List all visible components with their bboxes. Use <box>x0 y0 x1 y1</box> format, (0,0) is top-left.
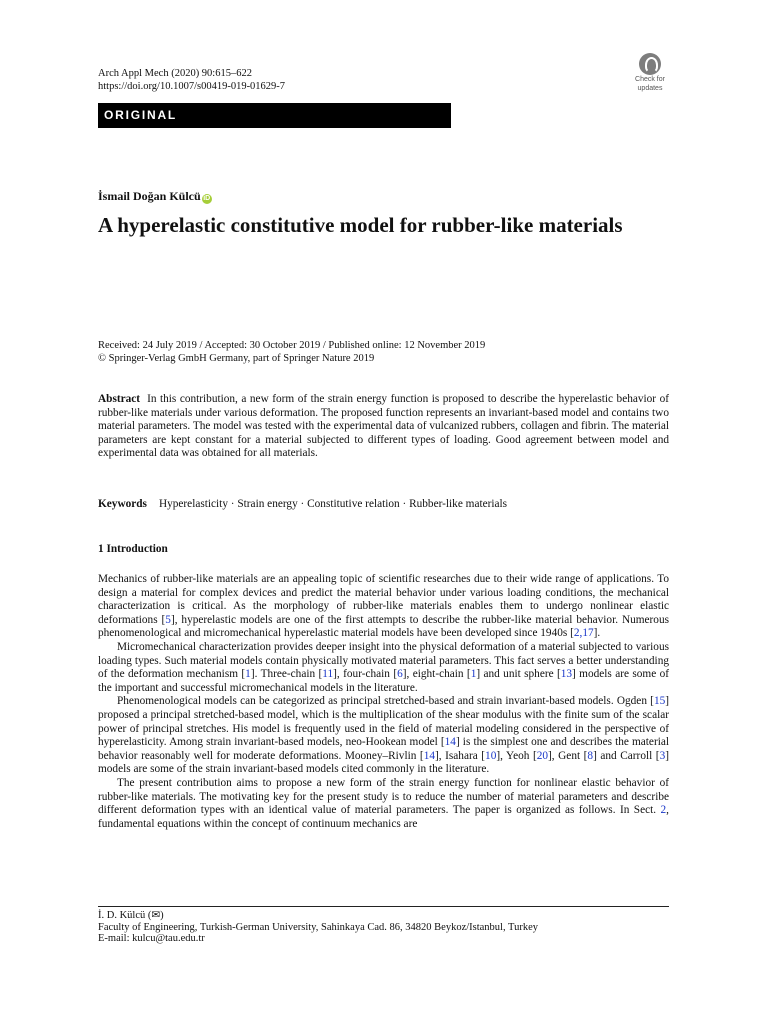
keywords-text: Hyperelasticity · Strain energy · Constitutive relation · Rubber-like materials <box>158 498 508 510</box>
paragraph-text: ]. Three-chain [ <box>250 668 323 681</box>
citation-link[interactable]: 14 <box>423 749 435 762</box>
badge-label-2: updates <box>637 85 663 92</box>
paragraph-text: ], eight-chain [ <box>402 668 471 681</box>
citation-link[interactable]: 13 <box>560 668 573 681</box>
paragraph-text: ] models are some of the important and successful micromechanical models in the literature. <box>98 668 669 694</box>
paragraph <box>98 573 669 641</box>
citation-link[interactable]: 14 <box>444 736 456 749</box>
publication-dates: Received: 24 July 2019 / Accepted: 30 October 2019 / Published online: 12 November 2019 <box>98 340 486 351</box>
check-for-updates-badge[interactable] <box>630 53 670 93</box>
footnote-divider <box>98 906 669 907</box>
paragraph-text: ], Isahara [ <box>434 749 486 762</box>
paper-title: A hyperelastic constitutive model for rubber-like materials <box>98 213 623 237</box>
article-type-banner <box>98 103 451 128</box>
paragraph-text: , fundamental equations within the concept of continuum mechanics are <box>98 804 669 830</box>
citation-link[interactable]: 8 <box>587 749 594 762</box>
citation-link[interactable]: 2,17 <box>573 627 594 640</box>
affiliation: Faculty of Engineering, Turkish-German University, Sahinkaya Cad. 86, 34820 Beykoz/Istanbul, Turkey <box>98 921 538 933</box>
paragraph-text: Micromechanical characterization provides deeper insight into the physical deformation of a material subjected to various loading types. Such material models contain physically motivated material parameters. This fact serves a better understanding of the deformation mechanism [ <box>98 640 669 681</box>
citation-link[interactable]: 1 <box>470 668 477 681</box>
author-footnote <box>98 910 538 945</box>
paragraph-text: Phenomenological models can be categorized as principal stretched-based and strain invariant-based models. Ogden [ <box>117 695 654 708</box>
keywords-label: Keywords <box>98 498 147 510</box>
paragraph <box>98 777 669 831</box>
paragraph <box>98 695 669 777</box>
citation-link[interactable]: 1 <box>245 668 251 681</box>
paragraph-text: ] and Carroll [ <box>593 749 660 762</box>
paragraph <box>98 641 669 695</box>
journal-header <box>98 67 285 93</box>
citation-link[interactable]: 2 <box>660 804 667 817</box>
section-heading: 1 Introduction <box>98 543 168 555</box>
citation-link[interactable]: 11 <box>322 668 334 681</box>
paragraph-text: ], four-chain [ <box>333 668 398 681</box>
keywords <box>98 498 507 510</box>
journal-citation: Arch Appl Mech (2020) 90:615–622 <box>98 68 252 79</box>
paragraph-text: ], Yeoh [ <box>496 749 537 762</box>
badge-label-1: Check for <box>635 76 665 83</box>
check-for-updates-icon <box>639 53 661 75</box>
correspondence-author: İ. D. Külcü (✉) <box>98 910 164 921</box>
abstract <box>98 393 669 461</box>
orcid-icon[interactable]: iD <box>203 195 211 202</box>
paragraph-text: ] proposed a principal stretched-based model, which is the multiplication of the shear modulus with the finite sum of the scalar power of principal stretches. His model is frequently used in the field of material modeling considered in the perspective of hyperelasticity. Among strain invariant-based models, neo-Hookean model [ <box>98 695 669 749</box>
citation-link[interactable]: 3 <box>659 749 666 762</box>
doi-link[interactable]: https://doi.org/10.1007/s00419-019-01629-7 <box>98 81 286 92</box>
paragraph-text: ] is the simplest one and describes the material behavior reasonably well for moderate deformations. Mooney–Rivlin [ <box>98 736 669 762</box>
author-name: İsmail Doğan Külcü <box>98 189 201 203</box>
paragraph-text: The present contribution aims to propose a new form of the strain energy function for nonlinear elastic behavior of rubber-like materials. The motivating key for the present study is to reduce the number of material parameters and describe different deformation types with an identical value of material parameters. The paper is organized as follows. In Sect. <box>98 776 669 817</box>
abstract-label: Abstract <box>98 393 141 405</box>
citation-link[interactable]: 6 <box>397 668 403 681</box>
citation-link[interactable]: 20 <box>536 749 549 762</box>
citation-link[interactable]: 15 <box>653 695 666 708</box>
body-text <box>98 573 669 831</box>
email[interactable]: E-mail: kulcu@tau.edu.tr <box>98 933 205 944</box>
copyright-notice: © Springer-Verlag GmbH Germany, part of Springer Nature 2019 <box>98 353 375 364</box>
paragraph-text: ] and unit sphere [ <box>476 668 561 681</box>
citation-link[interactable]: 10 <box>485 749 497 762</box>
paragraph-text: Mechanics of rubber-like materials are an appealing topic of scientific researches due to their wide range of applications. To design a material for complex devices and predict the material behavior under various loading conditions, the mechanical characterization is critical. As the morphology of rubber-like materials enables them to undergo nonlinear elastic deformations [ <box>98 573 669 626</box>
paragraph-text: ], Gent [ <box>548 749 588 762</box>
citation-link[interactable]: 5 <box>165 613 171 626</box>
publication-history <box>98 339 485 365</box>
author-line <box>98 189 212 204</box>
paragraph-text: ]. <box>593 627 601 640</box>
paragraph-text: ], hyperelastic models are one of the first attempts to describe the rubber-like material behavior. Numerous phenomenological and micromechanical hyperelastic material models have been developed since 1940s [ <box>98 613 670 640</box>
article-type-label: ORIGINAL <box>104 108 178 122</box>
paragraph-text: ] models are some of the strain invariant-based models cited commonly in the literature. <box>98 749 669 776</box>
abstract-text: In this contribution, a new form of the strain energy function is proposed to describe the hyperelastic behavior of rubber-like materials under various deformation. The proposed function represents an invariant-based model and contains two material parameters. The model was tested with the experimental data of vulcanized rubbers, collagen and fibrin. The material parameters are kept constant for a material subjected to different types of loading. Good agreement between model and experimental data was obtained for all materials. <box>98 393 669 460</box>
